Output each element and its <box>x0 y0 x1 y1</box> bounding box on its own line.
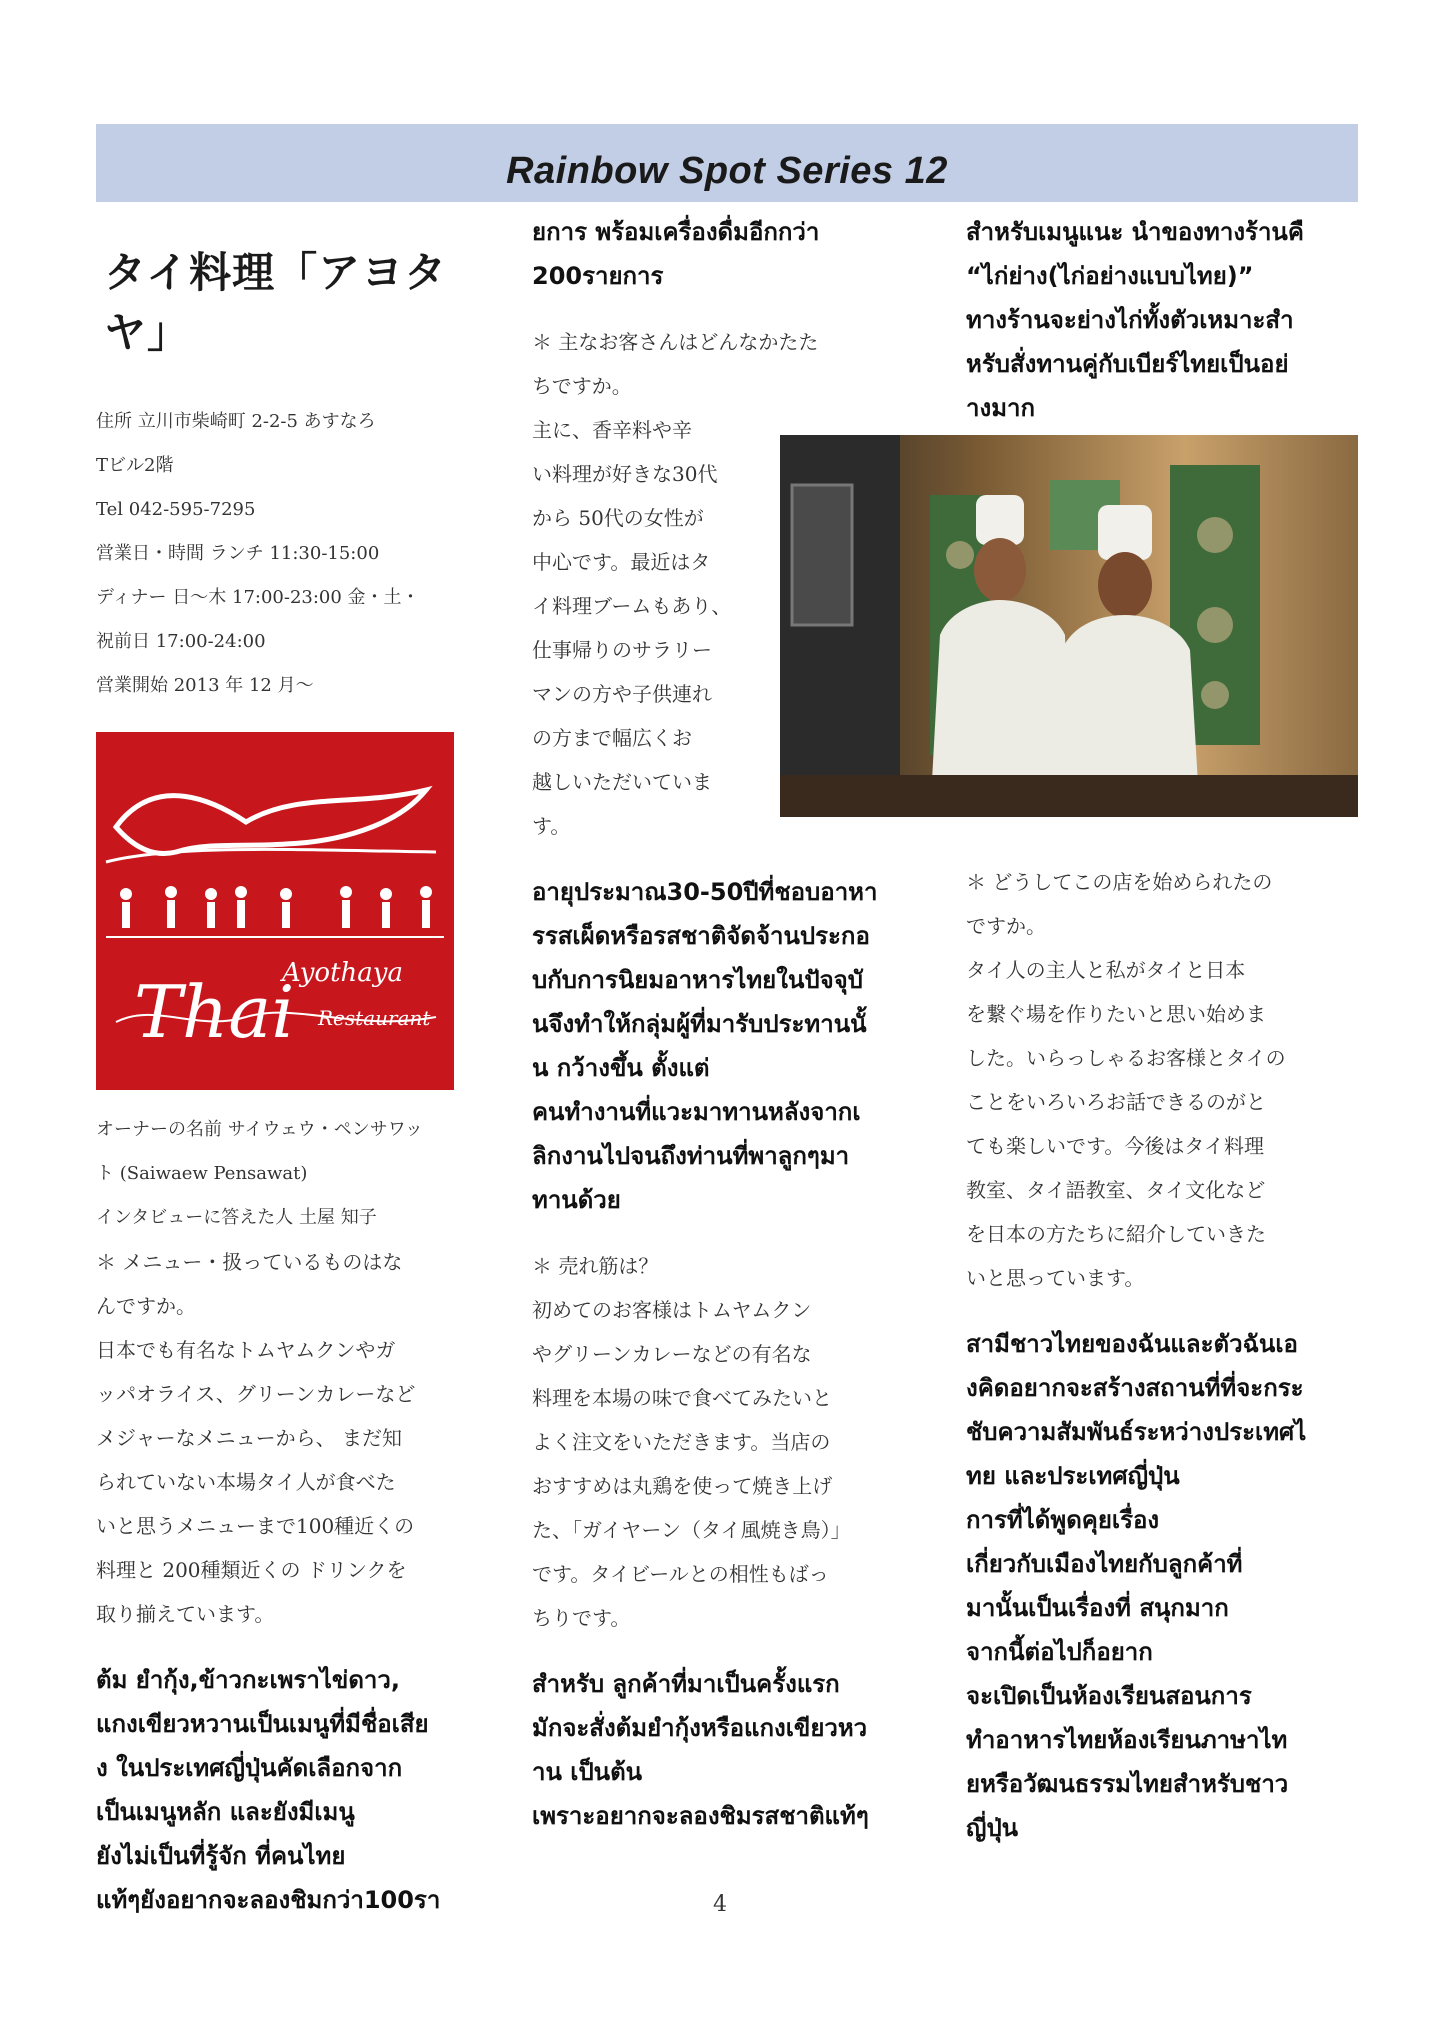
chefs-photo <box>780 435 1358 817</box>
q3-japanese: ＊ 売れ筋は？ 初めてのお客様はトムヤムクン やグリーンカレーなどの有名な 料理を本場の味で食べてみたいと よく注文をいただきます。当店の おすすめは丸鶏を使って焼き上げ た、「ガイヤーン（タイ風焼き鳥）」 です。タイビールとの相性もばっ ちりです。 <box>532 1254 851 1630</box>
article-heading: タイ料理「アヨタヤ」 <box>104 248 448 357</box>
logo-brand-text: Ayothaya <box>282 958 403 988</box>
chefs-photo-graphic <box>780 435 1358 817</box>
q1-japanese: ＊ メニュー・扱っているものはな んですか。 日本でも有名なトムヤムクンやガ ッパオライス、グリーンカレーなど メジャーなメニューから、 まだ知 られていない本場タイ人が食べた いと思うメニューまで100種近くの 料理と 200種類近くの ドリンクを 取り揃えています。 <box>96 1250 416 1626</box>
column-1 <box>96 210 488 1922</box>
logo-script-text: Thai <box>134 970 295 1054</box>
restaurant-logo <box>96 732 454 1090</box>
owner-info: オーナーの名前 サイウェウ・ペンサワッ ト (Saiwaew Pensawat) インタビューに答えた人 土屋 知子 <box>96 1119 423 1228</box>
page-number: 4 <box>713 1892 727 1917</box>
q2-thai: อายุประมาณ30-50ปีที่ชอบอาหา รรสเผ็ดหรือรสชาติจัดจ้านประกอ บกับการนิยมอาหารไทยในปัจจุบั นจึงทำให้กลุ่มผู้ที่มารับประทานนั้ น กว้างขึ้น ตั้งแต่ คนทำงานที่แวะมาทานหลังจากเ ลิกงานไปจนถึงท่านที่พาลูกๆมา ทานด้วย <box>532 878 878 1214</box>
q4-japanese: ＊ どうしてこの店を始められたの ですか。 タイ人の主人と私がタイと日本 を繋ぐ場を作りたいと思い始めま した。いらっしゃるお客様とタイの ことをいろいろお話できるのがと ても楽しいです。今後はタイ料理 教室、タイ語教室、タイ文化など を日本の方たちに紹介していきた いと思っています。 <box>966 870 1286 1290</box>
series-title: Rainbow Spot Series 12 <box>506 150 948 192</box>
q1-thai: ต้ม ยำกุ้ง,ข้าวกะเพราไข่ดาว, แกงเขียวหวานเป็นเมนูที่มีชื่อเสีย ง ในประเทศญี่ปุ่นคัดเลือกจาก เป็นเมนูหลัก และยังมีเมนู ยังไม่เป็นที่รู้จัก ที่คนไทย แท้ๆยังอยากจะลองชิมกว่า100รา <box>96 1666 441 1914</box>
q1-thai-continued: ยการ พร้อมเครื่องดื่มอีกกว่า 200รายการ <box>532 218 820 290</box>
q2-japanese: ＊ 主なお客さんはどんなかたた ちですか。 主に、香辛料や辛 い料理が好きな30代 から 50代の女性が 中心です。最近はタ イ料理ブームもあり、 仕事帰りのサラリー マンの方や子供連れ の方まで幅広くお 越しいただいていま す。 <box>532 330 819 838</box>
q3-thai: สำหรับ ลูกค้าที่มาเป็นครั้งแรก มักจะสั่งต้มยำกุ้งหรือแกงเขียวหว าน เป็นต้น เพราะอยากจะลองชิมรสชาติแท้ๆ <box>532 1670 869 1830</box>
q4-thai: สามีชาวไทยของฉันและตัวฉันเอ งคิดอยากจะสร้างสถานที่ที่จะกระ ชับความสัมพันธ์ระหว่างประเทศไ ทย และประเทศญี่ปุ่น การที่ได้พูดคุยเรื่อง เกี่ยวกับเมืองไทยกับลูกค้าที่ มานั้นเป็นเรื่องที่ สนุกมาก จากนี้ต่อไปก็อยาก จะเปิดเป็นห้องเรียนสอนการ ทำอาหารไทยห้องเรียนภาษาไท ยหรือวัฒนธรรมไทยสำหรับชาว ญี่ปุ่น <box>966 1330 1307 1842</box>
q3-thai-continued: สำหรับเมนูแนะ นำของทางร้านคื “ไก่ย่าง(ไก่อย่างแบบไทย)” ทางร้านจะย่างไก่ทั้งตัวเหมาะสำ หรับสั่งทานคู่กับเบียร์ไทยเป็นอย่ างมาก <box>966 218 1304 422</box>
logo-sub-text: Restaurant <box>318 1006 431 1030</box>
restaurant-info: 住所 立川市柴崎町 2-2-5 あすなろ Tビル2階 Tel 042-595-7295 営業日・時間 ランチ 11:30-15:00 ディナー 日〜木 17:00-23:00 金・土・ 祝前日 17:00-24:00 営業開始 2013 年 12 月〜 <box>96 411 420 696</box>
